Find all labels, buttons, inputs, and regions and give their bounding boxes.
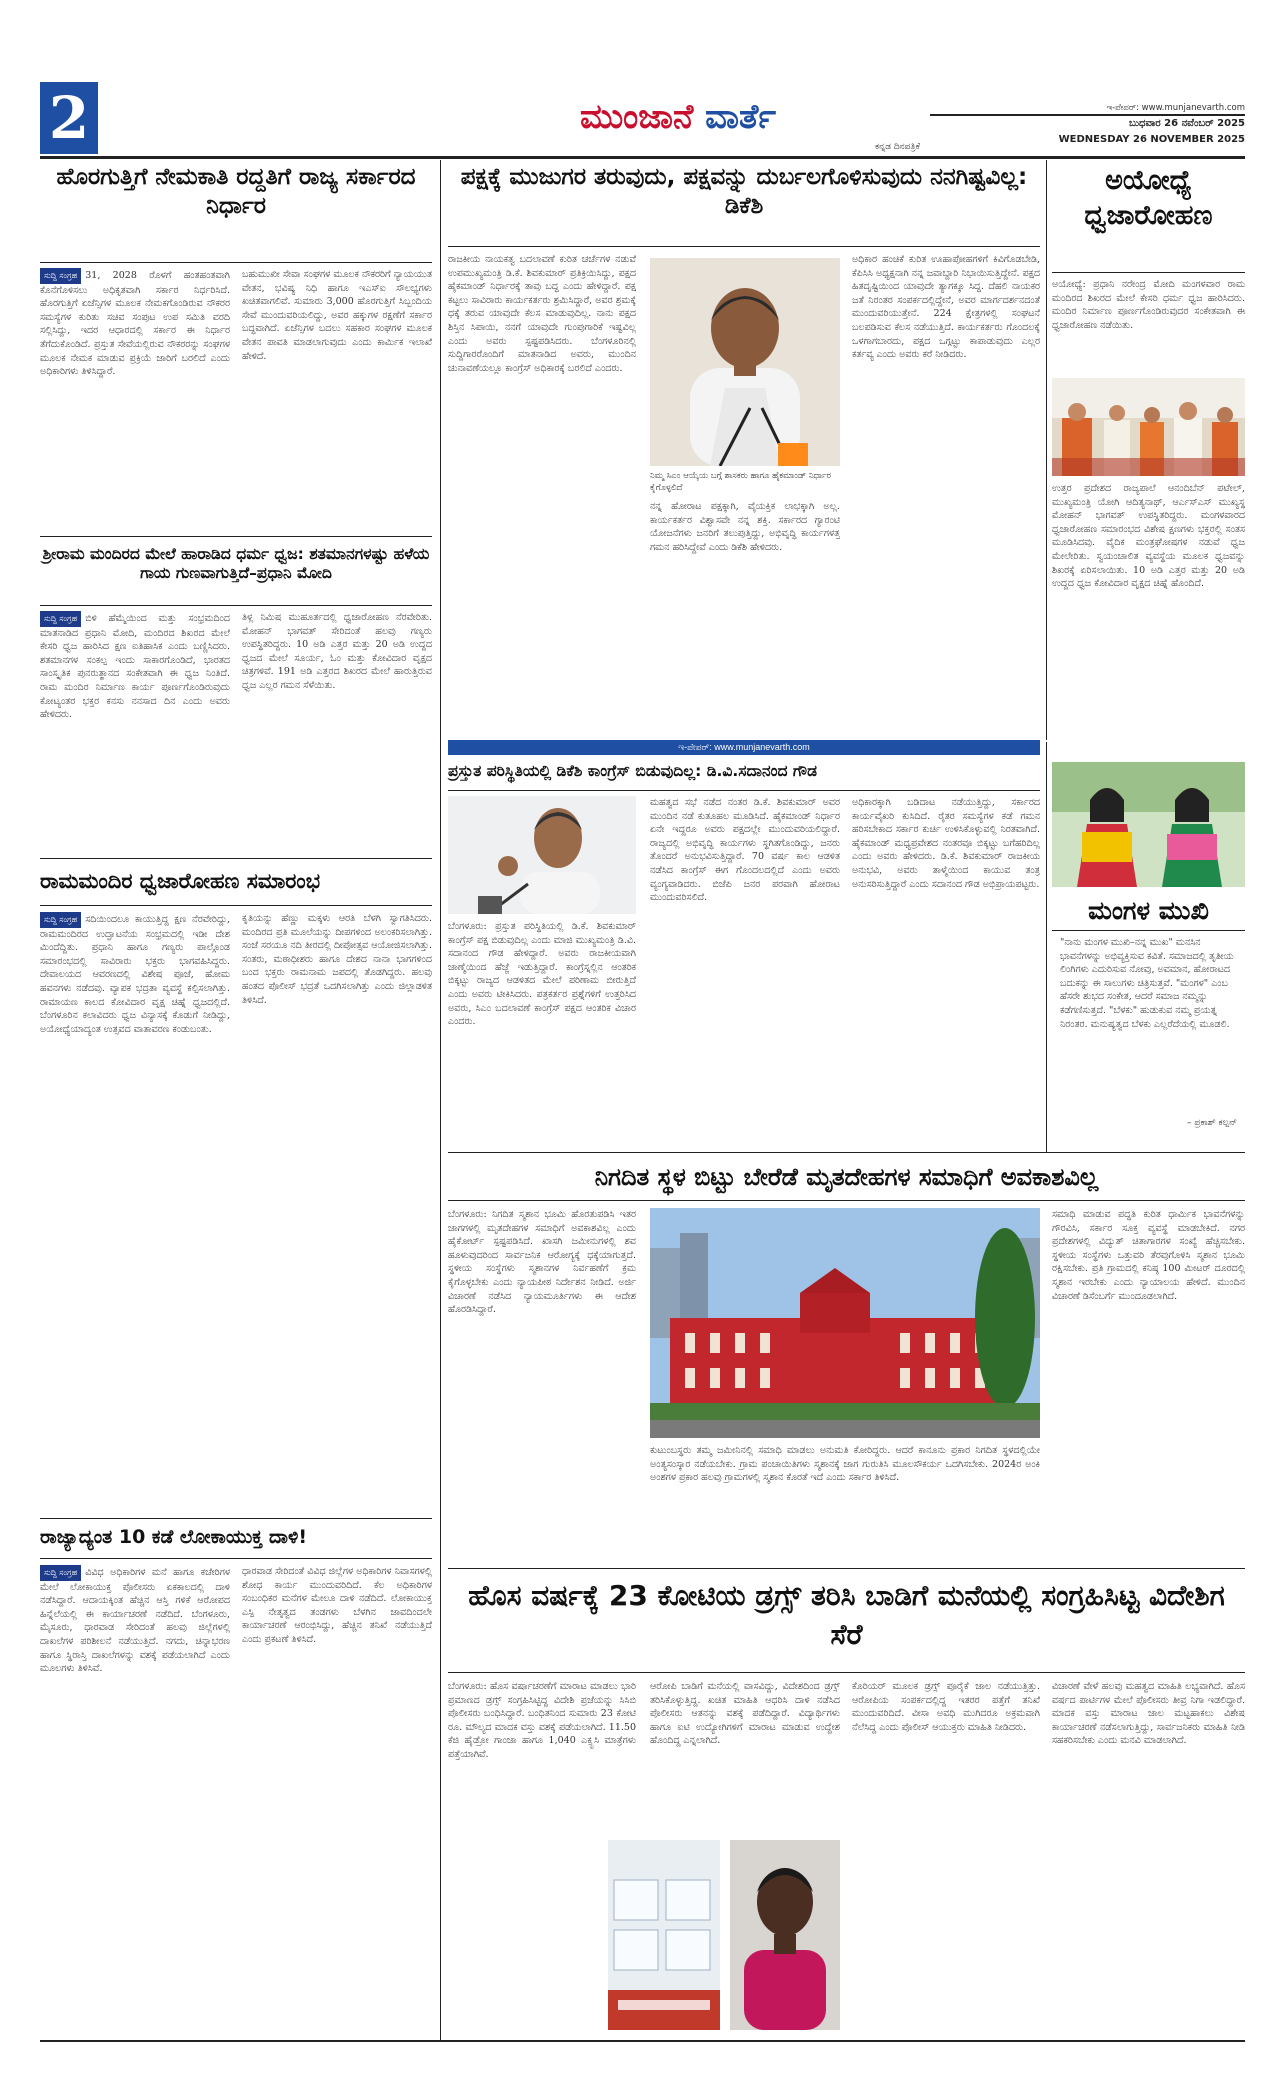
photo-high-court-building xyxy=(650,1208,1040,1438)
photo-caption-dks: ನಿಮ್ಮ ಸಿಎಂ ಆಯ್ಕೆಯ ಬಗ್ಗೆ ಶಾಸಕರು ಹಾಗೂ ಹೈಕಮಾಂಡ್ ನಿರ್ಧಾರ ಕೈಗೊಳ್ಳಲಿದೆ xyxy=(650,471,831,493)
article-drugs-col4: ವಿಚಾರಣೆ ವೇಳೆ ಹಲವು ಮಹತ್ವದ ಮಾಹಿತಿ ಲಭ್ಯವಾಗಿದೆ. ಹೊಸ ವರ್ಷದ ಪಾರ್ಟಿಗಳ ಮೇಲೆ ಪೊಲೀಸರು ತೀವ್ರ ನಿಗಾ ಇಡಲಿದ್ದಾರೆ. ಮಾದಕ ವಸ್ತು ಮಾರಾಟ ಜಾಲ ಮಟ್ಟಹಾಕಲು ವಿಶೇಷ ಕಾರ್ಯಾಚರಣೆ ನಡೆಸಲಾಗುತ್ತಿದ್ದು, ಸಾರ್ವಜನಿಕರು ಮಾಹಿತಿ ನೀಡಿ ಸಹಕರಿಸಬೇಕು ಎಂದು ಮನವಿ ಮಾಡಲಾಗಿದೆ. xyxy=(1052,1681,1245,1747)
article-lokayukta-col1: ಸುದ್ದಿ ಸಂಗ್ರಹ ವಿವಿಧ ಅಧಿಕಾರಿಗಳ ಮನೆ ಹಾಗೂ ಕಚೇರಿಗಳ ಮೇಲೆ ಲೋಕಾಯುಕ್ತ ಪೊಲೀಸರು ಏಕಕಾಲದಲ್ಲಿ ದಾಳಿ ನಡೆಸಿದ್ದಾರೆ. ಆದಾಯಕ್ಕಿಂತ ಹೆಚ್ಚಿನ ಆಸ್ತಿ ಗಳಿಕೆ ಆರೋಪದ ಹಿನ್ನೆಲೆಯಲ್ಲಿ ಈ ಕಾರ್ಯಾಚರಣೆ ನಡೆದಿದೆ. ಬೆಂಗಳೂರು, ಮೈಸೂರು, ಧಾರವಾಡ ಸೇರಿದಂತೆ ಹಲವು ಜಿಲ್ಲೆಗಳಲ್ಲಿ ದಾಖಲೆಗಳ ಪರಿಶೀಲನೆ ನಡೆಯುತ್ತಿದೆ. ನಗದು, ಚಿನ್ನಾಭರಣ ಹಾಗೂ ಸ್ಥಿರಾಸ್ತಿ ದಾಖಲೆಗಳನ್ನು ವಶಕ್ಕೆ ಪಡೆಯಲಾಗಿದೆ ಎಂದು ಮೂಲಗಳು ತಿಳಿಸಿವೆ. xyxy=(40,1567,230,1675)
date-english: WEDNESDAY 26 NOVEMBER 2025 xyxy=(1058,134,1245,145)
headline-dhwajarohana-ceremony: ರಾಮಮಂದಿರ ಧ್ವಜಾರೋಹಣ ಸಮಾರಂಭ xyxy=(40,869,321,893)
article-burial-col3: ಸಮಾಧಿ ಮಾಡುವ ಪದ್ಧತಿ ಕುರಿತ ಧಾರ್ಮಿಕ ಭಾವನೆಗಳನ್ನು ಗೌರವಿಸಿ, ಸರ್ಕಾರ ಸೂಕ್ತ ವ್ಯವಸ್ಥೆ ಮಾಡಬೇಕಿದೆ. ನಗರ ಪ್ರದೇಶಗಳಲ್ಲಿ ವಿದ್ಯುತ್ ಚಿತಾಗಾರಗಳ ಸಂಖ್ಯೆ ಹೆಚ್ಚಿಸಬೇಕು. ಸ್ಥಳೀಯ ಸಂಸ್ಥೆಗಳು ಒತ್ತುವರಿ ತೆರವುಗೊಳಿಸಿ ಸ್ಮಶಾನ ಭೂಮಿ ರಕ್ಷಿಸಬೇಕು. ಪ್ರತಿ ಗ್ರಾಮದಲ್ಲಿ ಕನಿಷ್ಠ 100 ಮೀಟರ್ ದೂರದಲ್ಲಿ ಸ್ಮಶಾನ ಇರಬೇಕು ಎಂದು ನ್ಯಾಯಾಲಯ ಹೇಳಿದೆ. ಮುಂದಿನ ವಿಚಾರಣೆ ಡಿಸೆಂಬರ್ಗೆ ಮುಂದೂಡಲಾಗಿದೆ. xyxy=(1052,1209,1245,1302)
headline-drugs-seizure: ಹೊಸ ವರ್ಷಕ್ಕೆ 23 ಕೋಟಿಯ ಡ್ರಗ್ಸ್ ತರಿಸಿ ಬಾಡಿಗೆ ಮನೆಯಲ್ಲಿ ಸಂಗ್ರಹಿಸಿಟ್ಟ ವಿದೇಶಿಗ ಸೆರೆ xyxy=(468,1579,1225,1652)
article-burial-col1: ಬೆಂಗಳೂರು: ನಿಗದಿತ ಸ್ಮಶಾನ ಭೂಮಿ ಹೊರತುಪಡಿಸಿ ಇತರ ಜಾಗಗಳಲ್ಲಿ ಮೃತದೇಹಗಳ ಸಮಾಧಿಗೆ ಅವಕಾಶವಿಲ್ಲ ಎಂದು ಹೈಕೋರ್ಟ್ ಸ್ಪಷ್ಟಪಡಿಸಿದೆ. ಖಾಸಗಿ ಜಮೀನುಗಳಲ್ಲಿ ಶವ ಹೂಳುವುದರಿಂದ ಸಾರ್ವಜನಿಕ ಆರೋಗ್ಯಕ್ಕೆ ಧಕ್ಕೆಯಾಗುತ್ತದೆ. ಸ್ಥಳೀಯ ಸಂಸ್ಥೆಗಳು ಸ್ಮಶಾನಗಳ ನಿರ್ವಹಣೆಗೆ ಕ್ರಮ ಕೈಗೊಳ್ಳಬೇಕು ಎಂದು ನ್ಯಾಯಪೀಠ ನಿರ್ದೇಶನ ನೀಡಿದೆ. ಅರ್ಜಿ ವಿಚಾರಣೆ ನಡೆಸಿದ ನ್ಯಾಯಮೂರ್ತಿಗಳು ಈ ಆದೇಶ ಹೊರಡಿಸಿದ್ದಾರೆ. xyxy=(448,1209,636,1316)
masthead-tagline: ಕನ್ನಡ ದಿನಪತ್ರಿಕೆ xyxy=(874,142,920,152)
article-dks-col3: ಅಧಿಕಾರ ಹಂಚಿಕೆ ಕುರಿತ ಊಹಾಪೋಹಗಳಿಗೆ ಕಿವಿಗೊಡಬೇಡಿ, ಕೆಪಿಸಿಸಿ ಅಧ್ಯಕ್ಷನಾಗಿ ನನ್ನ ಜವಾಬ್ದಾರಿ ನಿಭಾಯಿಸುತ್ತಿದ್ದೇನೆ. ಪಕ್ಷದ ಹಿತದೃಷ್ಟಿಯಿಂದ ಯಾವುದೇ ತ್ಯಾಗಕ್ಕೂ ಸಿದ್ಧ. ದೆಹಲಿ ನಾಯಕರ ಜತೆ ನಿರಂತರ ಸಂಪರ್ಕದಲ್ಲಿದ್ದೇನೆ, ಅವರ ಮಾರ್ಗದರ್ಶನದಂತೆ ಮುಂದುವರಿಯುತ್ತೇನೆ. 224 ಕ್ಷೇತ್ರಗಳಲ್ಲಿ ಸಂಘಟನೆ ಬಲಪಡಿಸುವ ಕೆಲಸ ನಡೆಯುತ್ತಿದೆ. ಕಾರ್ಯಕರ್ತರು ಗೊಂದಲಕ್ಕೆ ಒಳಗಾಗಬಾರದು, ಪಕ್ಷದ ಒಗ್ಗಟ್ಟು ಕಾಪಾಡುವುದು ಎಲ್ಲರ ಕರ್ತವ್ಯ ಎಂದು ಅವರು ಕರೆ ನೀಡಿದರು. xyxy=(852,254,1040,361)
photo-sadananda-gowda xyxy=(448,796,636,914)
article-outsourcing-col1: ಸುದ್ದಿ ಸಂಗ್ರಹ 31, 2028 ರೊಳಗೆ ಹಂತಹಂತವಾಗಿ ಕೊನೆಗೊಳಿಸಲು ಅಧಿಕೃತವಾಗಿ ಸರ್ಕಾರ ನಿರ್ಧರಿಸಿದೆ. ಹೊರಗುತ್ತಿಗೆ ಏಜೆನ್ಸಿಗಳ ಮೂಲಕ ನೇಮಕಗೊಂಡಿರುವ ನೌಕರರ ಸಮಸ್ಯೆಗಳ ಕುರಿತು ಸಚಿವ ಸಂಪುಟ ಉಪ ಸಮಿತಿ ವರದಿ ಸಲ್ಲಿಸಿದ್ದು, ಇದರ ಆಧಾರದಲ್ಲಿ ಸರ್ಕಾರ ಈ ನಿರ್ಧಾರ ತೆಗೆದುಕೊಂಡಿದೆ. ಪ್ರಸ್ತುತ ಸೇವೆಯಲ್ಲಿರುವ ನೌಕರರನ್ನು ಸಂಘಗಳ ಮೂಲಕ ನೇಮಕ ಮಾಡುವ ಪ್ರಕ್ರಿಯೆ ಜಾರಿಗೆ ಬರಲಿದೆ ಎಂದು ಅಧಿಕಾರಿಗಳು ತಿಳಿಸಿದ್ದಾರೆ. xyxy=(40,270,230,378)
photo-accused xyxy=(730,1840,840,2030)
headline-dks-party: ಪಕ್ಷಕ್ಕೆ ಮುಜುಗರ ತರುವುದು, ಪಕ್ಷವನ್ನು ದುರ್ಬಲಗೊಳಿಸುವುದು ನನಗಿಷ್ಟವಿಲ್ಲ: ಡಿಕೆಶಿ xyxy=(460,164,1028,219)
article-ayodhya-intro: ಅಯೋಧ್ಯೆ: ಪ್ರಧಾನಿ ನರೇಂದ್ರ ಮೋದಿ ಮಂಗಳವಾರ ರಾಮ ಮಂದಿರದ ಶಿಖರದ ಮೇಲೆ ಕೇಸರಿ ಧರ್ಮ ಧ್ವಜ ಹಾರಿಸಿದರು. ಮಂದಿರ ನಿರ್ಮಾಣ ಪೂರ್ಣಗೊಂಡಿರುವುದರ ಸಂಕೇತವಾಗಿ ಈ ಧ್ವಜಾರೋಹಣ ನಡೆಯಿತು. xyxy=(1052,279,1245,331)
dateline-tag: ಸುದ್ದಿ ಸಂಗ್ರಹ xyxy=(40,912,81,928)
headline-lokayukta-raid: ರಾಜ್ಯಾದ್ಯಂತ 10 ಕಡೆ ಲೋಕಾಯುಕ್ತ ದಾಳಿ! xyxy=(40,1526,308,1548)
article-ayodhya-body: ಉತ್ತರ ಪ್ರದೇಶದ ರಾಜ್ಯಪಾಲೆ ಆನಂದಿಬೆನ್ ಪಟೇಲ್, ಮುಖ್ಯಮಂತ್ರಿ ಯೋಗಿ ಆದಿತ್ಯನಾಥ್, ಆರ್ಎಸ್ಎಸ್ ಮುಖ್ಯಸ್ಥ ಮೋಹನ್ ಭಾಗವತ್ ಉಪಸ್ಥಿತರಿದ್ದರು. ಮಂಗಳವಾರದ ಧ್ವಜಾರೋಹಣ ಸಮಾರಂಭದ ವಿಶೇಷ ಕ್ಷಣಗಳು ಭಕ್ತರಲ್ಲಿ ಸಂತಸ ಮೂಡಿಸಿದವು. ವೈದಿಕ ಮಂತ್ರಘೋಷಗಳ ನಡುವೆ ಧ್ವಜ ಮೇಲೇರಿತು. ಸ್ವಯಂಚಾಲಿತ ವ್ಯವಸ್ಥೆಯ ಮೂಲಕ ಧ್ವಜವನ್ನು ಶಿಖರಕ್ಕೆ ಏರಿಸಲಾಯಿತು. 10 ಅಡಿ ಎತ್ತರ ಮತ್ತು 20 ಅಡಿ ಉದ್ದದ ಧ್ವಜ ಕೋವಿದಾರ ವೃಕ್ಷದ ಚಿಹ್ನೆ ಹೊಂದಿದೆ. xyxy=(1052,483,1245,590)
article-drugs-col2: ಆರೋಪಿ ಬಾಡಿಗೆ ಮನೆಯಲ್ಲಿ ವಾಸವಿದ್ದು, ವಿದೇಶದಿಂದ ಡ್ರಗ್ಸ್ ತರಿಸಿಕೊಳ್ಳುತ್ತಿದ್ದ. ಖಚಿತ ಮಾಹಿತಿ ಆಧರಿಸಿ ದಾಳಿ ನಡೆಸಿದ ಪೊಲೀಸರು ಆತನನ್ನು ವಶಕ್ಕೆ ಪಡೆದಿದ್ದಾರೆ. ವಿದ್ಯಾರ್ಥಿಗಳು ಹಾಗೂ ಐಟಿ ಉದ್ಯೋಗಿಗಳಿಗೆ ಮಾರಾಟ ಮಾಡುವ ಉದ್ದೇಶ ಹೊಂದಿದ್ದ ಎನ್ನಲಾಗಿದೆ. xyxy=(650,1681,840,1747)
headline-ayodhya-flag: ಅಯೋಧ್ಯೆ ಧ್ವಜಾರೋಹಣ xyxy=(1084,165,1213,232)
masthead-website: ಇ-ಪೇಪರ್: www.munjanevarth.com xyxy=(1106,103,1245,113)
photo-seized-drugs xyxy=(608,1840,720,2030)
article-drugs-col1: ಬೆಂಗಳೂರು: ಹೊಸ ವರ್ಷಾಚರಣೆಗೆ ಮಾರಾಟ ಮಾಡಲು ಭಾರಿ ಪ್ರಮಾಣದ ಡ್ರಗ್ಸ್ ಸಂಗ್ರಹಿಸಿಟ್ಟಿದ್ದ ವಿದೇಶಿ ಪ್ರಜೆಯನ್ನು ಸಿಸಿಬಿ ಪೊಲೀಸರು ಬಂಧಿಸಿದ್ದಾರೆ. ಬಂಧಿತನಿಂದ ಸುಮಾರು 23 ಕೋಟಿ ರೂ. ಮೌಲ್ಯದ ಮಾದಕ ವಸ್ತು ವಶಕ್ಕೆ ಪಡೆಯಲಾಗಿದೆ. 11.50 ಕೆಜಿ ಹೈಡ್ರೋ ಗಾಂಜಾ ಹಾಗೂ 1,040 ಎಕ್ಸ್ಟಸಿ ಮಾತ್ರೆಗಳು ಪತ್ತೆಯಾಗಿವೆ. xyxy=(448,1681,636,1760)
article-dks-col1: ರಾಜಕೀಯ ನಾಯಕತ್ವ ಬದಲಾವಣೆ ಕುರಿತ ಚರ್ಚೆಗಳ ನಡುವೆ ಉಪಮುಖ್ಯಮಂತ್ರಿ ಡಿ.ಕೆ. ಶಿವಕುಮಾರ್ ಪ್ರತಿಕ್ರಿಯಿಸಿದ್ದು, ಪಕ್ಷದ ಹೈಕಮಾಂಡ್ ನಿರ್ಧಾರಕ್ಕೆ ತಾವು ಬದ್ಧ ಎಂದು ಹೇಳಿದ್ದಾರೆ. ಪಕ್ಷ ಕಟ್ಟಲು ಸಾವಿರಾರು ಕಾರ್ಯಕರ್ತರು ಶ್ರಮಿಸಿದ್ದಾರೆ, ಅವರ ಶ್ರಮಕ್ಕೆ ಧಕ್ಕೆ ತರುವ ಯಾವುದೇ ಕೆಲಸ ಮಾಡುವುದಿಲ್ಲ. ನಾನು ಪಕ್ಷದ ಶಿಸ್ತಿನ ಸಿಪಾಯಿ, ನನಗೆ ಯಾವುದೇ ಗುಂಪುಗಾರಿಕೆ ಇಷ್ಟವಿಲ್ಲ ಎಂದು ಅವರು ಸ್ಪಷ್ಟಪಡಿಸಿದರು. ಬೆಂಗಳೂರಿನಲ್ಲಿ ಸುದ್ದಿಗಾರರೊಂದಿಗೆ ಮಾತನಾಡಿದ ಅವರು, ಮುಂದಿನ ಚುನಾವಣೆಯಲ್ಲೂ ಕಾಂಗ್ರೆಸ್ ಅಧಿಕಾರಕ್ಕೆ ಬರಲಿದೆ ಎಂದರು. xyxy=(448,254,636,374)
page-number-badge xyxy=(40,82,98,154)
headline-mangala-mukhi: ಮಂಗಳ ಮುಖಿ xyxy=(1088,896,1209,925)
masthead-word-2: ವಾರ್ತೆ xyxy=(705,97,776,137)
article-gowda-col1: ಬೆಂಗಳೂರು: ಪ್ರಸ್ತುತ ಪರಿಸ್ಥಿತಿಯಲ್ಲಿ ಡಿ.ಕೆ. ಶಿವಕುಮಾರ್ ಕಾಂಗ್ರೆಸ್ ಪಕ್ಷ ಬಿಡುವುದಿಲ್ಲ ಎಂದು ಮಾಜಿ ಮುಖ್ಯಮಂತ್ರಿ ಡಿ.ವಿ. ಸದಾನಂದ ಗೌಡ ಹೇಳಿದ್ದಾರೆ. ಅವರು ರಾಜಕೀಯವಾಗಿ ಜಾಣ್ಮೆಯಿಂದ ಹೆಜ್ಜೆ ಇಡುತ್ತಿದ್ದಾರೆ. ಕಾಂಗ್ರೆಸ್ನಲ್ಲಿನ ಆಂತರಿಕ ಬಿಕ್ಕಟ್ಟು ರಾಜ್ಯದ ಆಡಳಿತದ ಮೇಲೆ ಪರಿಣಾಮ ಬೀರುತ್ತಿದೆ ಎಂದು ಅವರು ಟೀಕಿಸಿದರು. ಪತ್ರಕರ್ತರ ಪ್ರಶ್ನೆಗಳಿಗೆ ಉತ್ತರಿಸಿದ ಅವರು, ಸಿಎಂ ಬದಲಾವಣೆ ಕಾಂಗ್ರೆಸ್ ಪಕ್ಷದ ಆಂತರಿಕ ವಿಚಾರ ಎಂದರು. xyxy=(448,921,636,1028)
dateline-tag: ಸುದ್ದಿ ಸಂಗ್ರಹ xyxy=(40,1565,81,1581)
headline-sadananda-gowda: ಪ್ರಸ್ತುತ ಪರಿಸ್ಥಿತಿಯಲ್ಲಿ ಡಿಕೆಶಿ ಕಾಂಗ್ರೆಸ್ ಬಿಡುವುದಿಲ್ಲ: ಡಿ.ವಿ.ಸದಾನಂದ ಗೌಡ xyxy=(448,762,817,780)
article-ceremony-col2: ಕೃತಿಯನ್ನು ಹೆಣ್ಣು ಮಕ್ಕಳು ಆರತಿ ಬೆಳಗಿ ಸ್ವಾಗತಿಸಿದರು. ಮಂದಿರದ ಪ್ರತಿ ಮೂಲೆಯನ್ನು ದೀಪಗಳಿಂದ ಅಲಂಕರಿಸಲಾಗಿತ್ತು. ಸಂಜೆ ಸರಯೂ ನದಿ ತೀರದಲ್ಲಿ ದೀಪೋತ್ಸವ ಆಯೋಜಿಸಲಾಗಿತ್ತು. ಸಂತರು, ಮಠಾಧೀಶರು ಹಾಗೂ ದೇಶದ ನಾನಾ ಭಾಗಗಳಿಂದ ಬಂದ ಭಕ್ತರು ರಾಮನಾಮ ಜಪದಲ್ಲಿ ತೊಡಗಿದ್ದರು. ಹಲವು ಹಂತದ ಪೊಲೀಸ್ ಭದ್ರತೆ ಒದಗಿಸಲಾಗಿತ್ತು ಎಂದು ಜಿಲ್ಲಾಡಳಿತ ತಿಳಿಸಿದೆ. xyxy=(242,913,432,1006)
article-outsourcing-col2: ಬಹುಮುಖೀ ಸೇವಾ ಸಂಘಗಳ ಮೂಲಕ ನೌಕರರಿಗೆ ನ್ಯಾಯಯುತ ವೇತನ, ಭವಿಷ್ಯ ನಿಧಿ ಹಾಗೂ ಇಎಸ್ಐ ಸೌಲಭ್ಯಗಳು ಖಚಿತವಾಗಲಿವೆ. ಸುಮಾರು 3,000 ಹೊರಗುತ್ತಿಗೆ ಸಿಬ್ಬಂದಿಯ ಸೇವೆ ಮುಂದುವರಿಯಲಿದ್ದು, ಅವರ ಹಕ್ಕುಗಳ ರಕ್ಷಣೆಗೆ ಸರ್ಕಾರ ಬದ್ಧವಾಗಿದೆ. ಏಜೆನ್ಸಿಗಳ ಬದಲು ಸಹಕಾರ ಸಂಘಗಳ ಮೂಲಕ ವೇತನ ಪಾವತಿ ಮಾಡಲಾಗುವುದು ಎಂದು ಕಾರ್ಮಿಕ ಇಲಾಖೆ ಹೇಳಿದೆ. xyxy=(242,269,432,362)
article-ram-mandir-flag-col2: ತಿಳ್ಲ ನಿಮಿಷ ಮುಹೂರ್ತದಲ್ಲಿ ಧ್ವಜಾರೋಹಣ ನೆರವೇರಿತು. ಮೋಹನ್ ಭಾಗವತ್ ಸೇರಿದಂತೆ ಹಲವು ಗಣ್ಯರು ಉಪಸ್ಥಿತರಿದ್ದರು. 10 ಅಡಿ ಎತ್ತರ ಮತ್ತು 20 ಅಡಿ ಉದ್ದದ ಧ್ವಜದ ಮೇಲೆ ಸೂರ್ಯ, ಓಂ ಮತ್ತು ಕೋವಿದಾರ ವೃಕ್ಷದ ಚಿತ್ರಗಳಿವೆ. 191 ಅಡಿ ಎತ್ತರದ ಶಿಖರದ ಮೇಲೆ ಹಾರುತ್ತಿರುವ ಧ್ವಜ ಎಲ್ಲರ ಗಮನ ಸೆಳೆಯಿತು. xyxy=(242,612,432,691)
article-gowda-col2: ಮಹತ್ವದ ಸಭೆ ನಡೆದ ನಂತರ ಡಿ.ಕೆ. ಶಿವಕುಮಾರ್ ಅವರ ಮುಂದಿನ ನಡೆ ಕುತೂಹಲ ಮೂಡಿಸಿದೆ. ಹೈಕಮಾಂಡ್ ನಿರ್ಧಾರ ಏನೇ ಇದ್ದರೂ ಅವರು ಪಕ್ಷದಲ್ಲೇ ಮುಂದುವರಿಯಲಿದ್ದಾರೆ. ರಾಜ್ಯದಲ್ಲಿ ಅಭಿವೃದ್ಧಿ ಕಾರ್ಯಗಳು ಸ್ಥಗಿತಗೊಂಡಿದ್ದು, ಜನರು ತೊಂದರೆ ಅನುಭವಿಸುತ್ತಿದ್ದಾರೆ. 70 ವರ್ಷ ಕಾಲ ಆಡಳಿತ ನಡೆಸಿದ ಕಾಂಗ್ರೆಸ್ ಈಗ ಗೊಂದಲದಲ್ಲಿದೆ ಎಂದು ಅವರು ವ್ಯಂಗ್ಯವಾಡಿದರು. ಬಿಜೆಪಿ ಜನರ ಪರವಾಗಿ ಹೋರಾಟ ಮುಂದುವರಿಸಲಿದೆ. xyxy=(650,797,840,904)
page-number: 2 xyxy=(48,84,90,152)
photo-dk-shivakumar xyxy=(650,258,840,466)
masthead-word-1: ಮುಂಜಾನೆ xyxy=(580,97,694,137)
masthead-title xyxy=(580,92,920,142)
dateline-tag: ಸುದ್ದಿ ಸಂಗ್ರಹ xyxy=(40,268,81,284)
headline-burial-rule: ನಿಗದಿತ ಸ್ಥಳ ಬಿಟ್ಟು ಬೇರೆಡೆ ಮೃತದೇಹಗಳ ಸಮಾಧಿಗೆ ಅವಕಾಶವಿಲ್ಲ xyxy=(594,1163,1099,1191)
article-burial-col2: ಕುಟುಂಬಸ್ಥರು ತಮ್ಮ ಜಮೀನಿನಲ್ಲಿ ಸಮಾಧಿ ಮಾಡಲು ಅನುಮತಿ ಕೋರಿದ್ದರು. ಆದರೆ ಕಾನೂನು ಪ್ರಕಾರ ನಿಗದಿತ ಸ್ಥಳದಲ್ಲಿಯೇ ಅಂತ್ಯಸಂಸ್ಕಾರ ನಡೆಯಬೇಕು. ಗ್ರಾಮ ಪಂಚಾಯಿತಿಗಳು ಸ್ಮಶಾನಕ್ಕೆ ಜಾಗ ಗುರುತಿಸಿ ಮೂಲಸೌಕರ್ಯ ಒದಗಿಸಬೇಕು. 2024ರ ಅಂಕಿ ಅಂಶಗಳ ಪ್ರಕಾರ ಹಲವು ಗ್ರಾಮಗಳಲ್ಲಿ ಸ್ಮಶಾನ ಕೊರತೆ ಇದೆ ಎಂದು ಸರ್ಕಾರ ತಿಳಿಸಿದೆ. xyxy=(650,1445,1040,1484)
poem-author: – ಪ್ರಕಾಶ್ ಕಲ್ಪನ್ xyxy=(1187,1118,1237,1128)
date-kannada: ಬುಧವಾರ 26 ನವೆಂಬರ್ 2025 xyxy=(1129,118,1245,129)
epaper-band: ಇ-ಪೇಪರ್: www.munjanevarth.com xyxy=(448,740,1040,755)
article-ceremony-col1: ಸುದ್ದಿ ಸಂಗ್ರಹ ಸದಿಯಿಂದಲೂ ಕಾಯುತ್ತಿದ್ದ ಕ್ಷಣ ನೆರವೇರಿದ್ದು, ರಾಮಮಂದಿರದ ಉದ್ಘಾಟನೆಯ ಸಂಭ್ರಮದಲ್ಲಿ ಇಡೀ ದೇಶ ಮಿಂದೆದ್ದಿತು. ಪ್ರಧಾನಿ ಹಾಗೂ ಗಣ್ಯರು ಪಾಲ್ಗೊಂಡ ಸಮಾರಂಭದಲ್ಲಿ ಸಾವಿರಾರು ಭಕ್ತರು ಭಾಗವಹಿಸಿದ್ದರು. ದೇವಾಲಯದ ಆವರಣದಲ್ಲಿ ವಿಶೇಷ ಪೂಜೆ, ಹೋಮ ಹವನಗಳು ನಡೆದವು. ವ್ಯಾಪಕ ಭದ್ರತಾ ವ್ಯವಸ್ಥೆ ಕಲ್ಪಿಸಲಾಗಿತ್ತು. ರಾಮಾಯಣ ಕಾಲದ ಕೋವಿದಾರ ವೃಕ್ಷ ಚಿಹ್ನೆ ಧ್ವಜದಲ್ಲಿದೆ. ಬೆಂಗಳೂರಿನ ಕಲಾವಿದರು ಧ್ವಜ ವಿನ್ಯಾಸಕ್ಕೆ ಕೊಡುಗೆ ನೀಡಿದ್ದು, ಅಯೋಧ್ಯೆಯಾದ್ಯಂತ ಉತ್ಸವದ ವಾತಾವರಣ ಕಂಡುಬಂತು. xyxy=(40,914,230,1035)
article-mangala-mukhi: "ನಾನು ಮಂಗಳ ಮುಖಿ–ನನ್ನ ಮುಖ" ಮನಸಿನ ಭಾವನೆಗಳನ್ನು ಅಭಿವ್ಯಕ್ತಿಸುವ ಕವಿತೆ. ಸಮಾಜದಲ್ಲಿ ತೃತೀಯ ಲಿಂಗಿಗಳು ಎದುರಿಸುವ ನೋವು, ಅವಮಾನ, ಹೋರಾಟದ ಬದುಕನ್ನು ಈ ಸಾಲುಗಳು ಚಿತ್ರಿಸುತ್ತವೆ. "ಮಂಗಳ" ಎಂಬ ಹೆಸರೇ ಶುಭದ ಸಂಕೇತ, ಆದರೆ ಸಮಾಜ ನಮ್ಮನ್ನು ಕಡೆಗಣಿಸುತ್ತದೆ. "ಬೆಳಕು" ಹುಡುಕುವ ನಮ್ಮ ಪ್ರಯತ್ನ ನಿರಂತರ. ಮನುಷ್ಯತ್ವದ ಬೆಳಕು ಎಲ್ಲರೆದೆಯಲ್ಲಿ ಮೂಡಲಿ. xyxy=(1060,937,1234,1030)
dateline-tag: ಸುದ್ದಿ ಸಂಗ್ರಹ xyxy=(40,611,81,627)
headline-ram-mandir-flag: ಶ್ರೀರಾಮ ಮಂದಿರದ ಮೇಲೆ ಹಾರಾಡಿದ ಧರ್ಮ ಧ್ವಜ: ಶತಮಾನಗಳಷ್ಟು ಹಳೆಯ ಗಾಯ ಗುಣವಾಗುತ್ತಿದೆ–ಪ್ರಧಾನಿ ಮೋದಿ xyxy=(42,545,430,583)
photo-ayodhya-ceremony xyxy=(1052,378,1245,476)
article-drugs-col3: ಕೊರಿಯರ್ ಮೂಲಕ ಡ್ರಗ್ಸ್ ಪೂರೈಕೆ ಜಾಲ ನಡೆಯುತ್ತಿತ್ತು. ಆರೋಪಿಯ ಸಂಪರ್ಕದಲ್ಲಿದ್ದ ಇತರರ ಪತ್ತೆಗೆ ತನಿಖೆ ಮುಂದುವರಿದಿದೆ. ವೀಸಾ ಅವಧಿ ಮುಗಿದರೂ ಅಕ್ರಮವಾಗಿ ನೆಲೆಸಿದ್ದ ಎಂದು ಪೊಲೀಸ್ ಆಯುಕ್ತರು ಮಾಹಿತಿ ನೀಡಿದರು. xyxy=(852,1681,1040,1733)
article-ram-mandir-flag-col1: ಸುದ್ದಿ ಸಂಗ್ರಹ ಬಿಳಿ ಹೆಮ್ಮೆಯಿಂದ ಮತ್ತು ಸಂಭ್ರಮದಿಂದ ಮಾತನಾಡಿದ ಪ್ರಧಾನಿ ಮೋದಿ, ಮಂದಿರದ ಶಿಖರದ ಮೇಲೆ ಕೇಸರಿ ಧ್ವಜ ಹಾರಿಸಿದ ಕ್ಷಣ ಐತಿಹಾಸಿಕ ಎಂದು ಬಣ್ಣಿಸಿದರು. ಶತಮಾನಗಳ ಸಂಕಲ್ಪ ಇಂದು ಸಾಕಾರಗೊಂಡಿದೆ, ಭಾರತದ ಸಾಂಸ್ಕೃತಿಕ ಪುನರುತ್ಥಾನದ ಸಂಕೇತವಾಗಿ ಈ ಧ್ವಜ ನಿಂತಿದೆ. ರಾಮ ಮಂದಿರ ನಿರ್ಮಾಣ ಕಾರ್ಯ ಪೂರ್ಣಗೊಂಡಿರುವುದು ಕೋಟ್ಯಂತರ ಭಕ್ತರ ಕನಸು ನನಸಾದ ದಿನ ಎಂದು ಅವರು ಹೇಳಿದರು. xyxy=(40,613,230,721)
article-lokayukta-col2: ಧಾರವಾಡ ಸೇರಿದಂತೆ ವಿವಿಧ ಜಿಲ್ಲೆಗಳ ಅಧಿಕಾರಿಗಳ ನಿವಾಸಗಳಲ್ಲಿ ಶೋಧ ಕಾರ್ಯ ಮುಂದುವರಿದಿದೆ. ಕೆಲ ಅಧಿಕಾರಿಗಳ ಸಂಬಂಧಿಕರ ಮನೆಗಳ ಮೇಲೂ ದಾಳಿ ನಡೆದಿದೆ. ಲೋಕಾಯುಕ್ತ ಎಸ್ಪಿ ನೇತೃತ್ವದ ತಂಡಗಳು ಬೆಳಗಿನ ಜಾವದಿಂದಲೇ ಕಾರ್ಯಾಚರಣೆ ಆರಂಭಿಸಿದ್ದು, ಹೆಚ್ಚಿನ ತನಿಖೆ ನಡೆಯುತ್ತಿದೆ ಎಂದು ಪ್ರಕಟಣೆ ತಿಳಿಸಿದೆ. xyxy=(242,1566,432,1645)
article-dks-col2-bottom: ನನ್ನ ಹೋರಾಟ ಪಕ್ಷಕ್ಕಾಗಿ, ವೈಯಕ್ತಿಕ ಲಾಭಕ್ಕಾಗಿ ಅಲ್ಲ. ಕಾರ್ಯಕರ್ತರ ವಿಶ್ವಾಸವೇ ನನ್ನ ಶಕ್ತಿ. ಸರ್ಕಾರದ ಗ್ಯಾರಂಟಿ ಯೋಜನೆಗಳು ಜನರಿಗೆ ತಲುಪುತ್ತಿದ್ದು, ಅಭಿವೃದ್ಧಿ ಕಾರ್ಯಗಳತ್ತ ಗಮನ ಹರಿಸಿದ್ದೇವೆ ಎಂದು ಡಿಕೆಶಿ ಹೇಳಿದರು. xyxy=(650,501,840,553)
headline-outsourcing: ಹೊರಗುತ್ತಿಗೆ ನೇಮಕಾತಿ ರದ್ದತಿಗೆ ರಾಜ್ಯ ಸರ್ಕಾರದ ನಿರ್ಧಾರ xyxy=(56,164,416,219)
photo-mangala-mukhi xyxy=(1052,762,1245,887)
article-gowda-col3: ಅಧಿಕಾರಕ್ಕಾಗಿ ಬಡಿದಾಟ ನಡೆಯುತ್ತಿದ್ದು, ಸರ್ಕಾರದ ಕಾರ್ಯವೈಖರಿ ಕುಸಿದಿದೆ. ರೈತರ ಸಮಸ್ಯೆಗಳ ಕಡೆ ಗಮನ ಹರಿಸಬೇಕಾದ ಸರ್ಕಾರ ಕುರ್ಚಿ ಉಳಿಸಿಕೊಳ್ಳುವಲ್ಲಿ ನಿರತವಾಗಿದೆ. ಹೈಕಮಾಂಡ್ ಮಧ್ಯಪ್ರವೇಶದ ನಂತರವೂ ಬಿಕ್ಕಟ್ಟು ಬಗೆಹರಿದಿಲ್ಲ ಎಂದು ಅವರು ಹೇಳಿದರು. ಡಿ.ಕೆ. ಶಿವಕುಮಾರ್ ರಾಜಕೀಯ ಅನುಭವಿ, ಅವರು ತಾಳ್ಮೆಯಿಂದ ಕಾಯುವ ತಂತ್ರ ಅನುಸರಿಸುತ್ತಿದ್ದಾರೆ ಎಂದು ಸದಾನಂದ ಗೌಡ ಅಭಿಪ್ರಾಯಪಟ್ಟರು. xyxy=(852,797,1040,890)
